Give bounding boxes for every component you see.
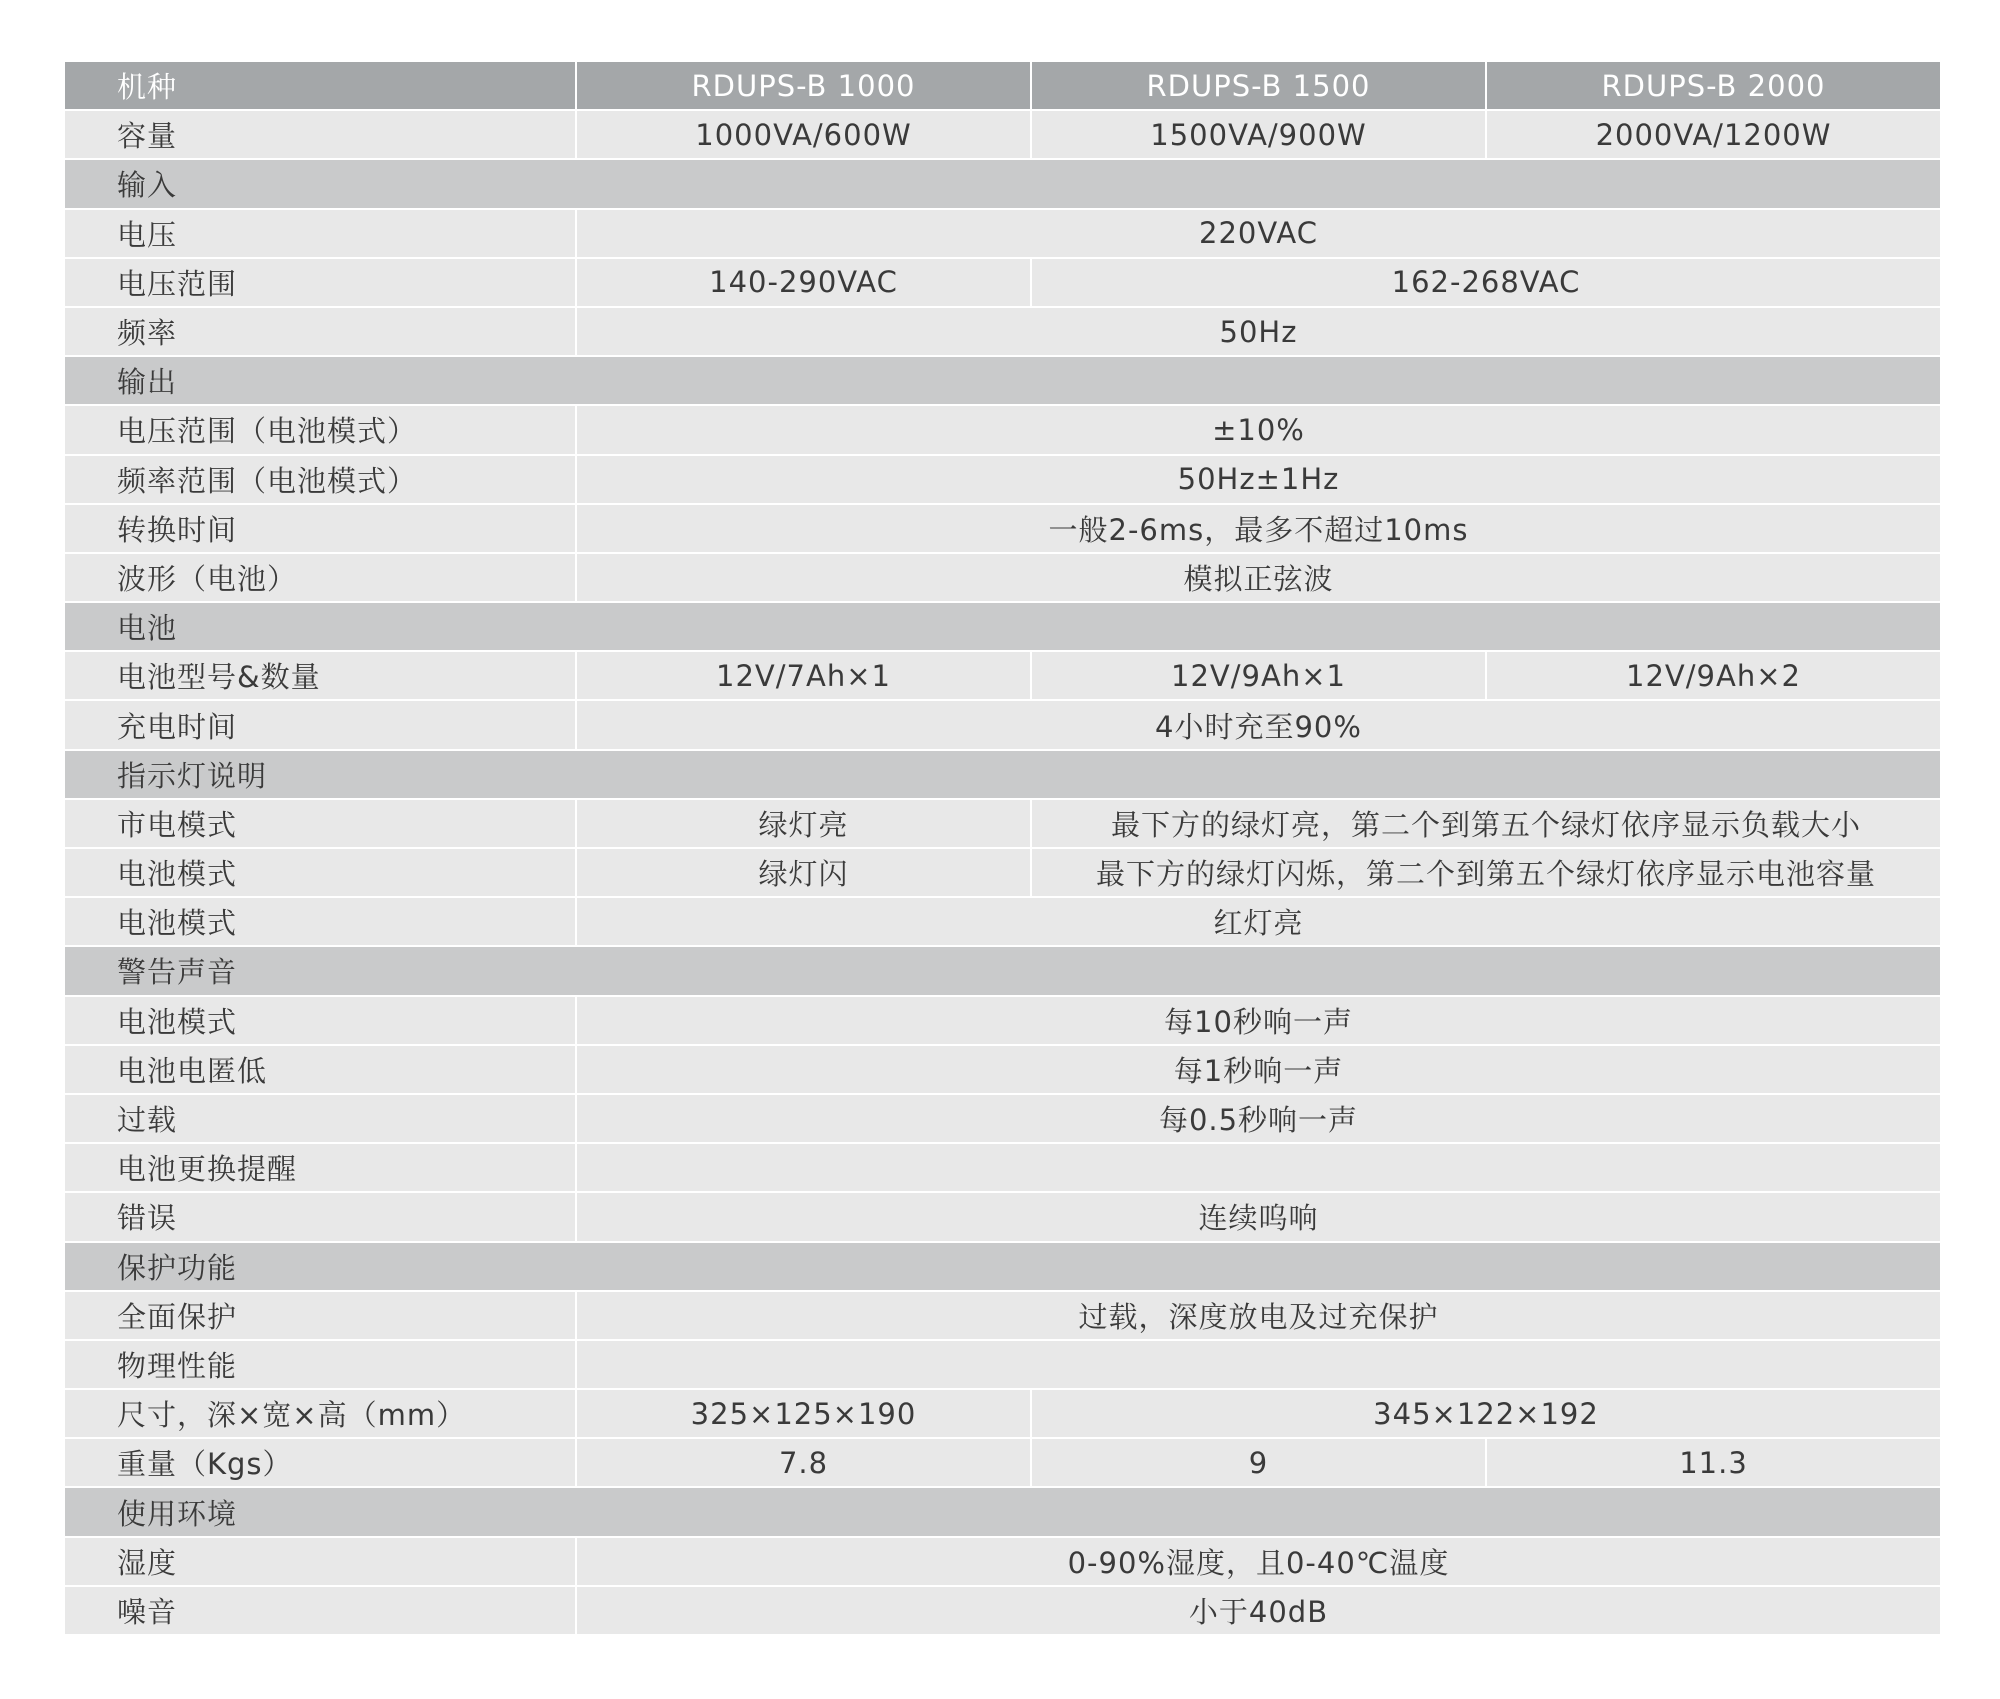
spec-label-cell: 物理性能 — [64, 1340, 576, 1389]
spec-label-cell: 市电模式 — [64, 799, 576, 848]
spec-row — [64, 1045, 1941, 1094]
spec-label-cell: 容量 — [64, 110, 576, 159]
spec-label-cell: 过载 — [64, 1094, 576, 1143]
spec-row — [64, 1143, 1941, 1192]
spec-value-cell: 2000VA/1200W — [1486, 110, 1941, 159]
spec-value-cell: 12V/9Ah×1 — [1031, 651, 1486, 700]
section-title: 警告声音 — [64, 946, 1941, 995]
spec-value-cell: 连续呜响 — [576, 1192, 1941, 1241]
spec-row — [64, 209, 1941, 258]
spec-value-cell: 每0.5秒响一声 — [576, 1094, 1941, 1143]
section-title: 输入 — [64, 159, 1941, 208]
spec-label-cell: 电池电匿低 — [64, 1045, 576, 1094]
spec-value-cell: 绿灯亮 — [576, 799, 1031, 848]
section-row — [64, 602, 1941, 651]
spec-value-cell: 7.8 — [576, 1438, 1031, 1487]
spec-label-cell: 电压范围 — [64, 258, 576, 307]
spec-label-cell: 转换时间 — [64, 504, 576, 553]
spec-value-cell: 每1秒响一声 — [576, 1045, 1941, 1094]
spec-value-cell: 最下方的绿灯闪烁，第二个到第五个绿灯依序显示电池容量 — [1031, 848, 1941, 897]
spec-label-cell: 电池模式 — [64, 996, 576, 1045]
spec-table-body — [64, 61, 1941, 1635]
spec-value-cell: 220VAC — [576, 209, 1941, 258]
spec-value-cell: 一般2-6ms，最多不超过10ms — [576, 504, 1941, 553]
spec-row — [64, 1291, 1941, 1340]
spec-row — [64, 1537, 1941, 1586]
section-row — [64, 946, 1941, 995]
model-header-cell: RDUPS-B 2000 — [1486, 61, 1941, 110]
model-header-cell: RDUPS-B 1000 — [576, 61, 1031, 110]
spec-row — [64, 110, 1941, 159]
spec-value-cell — [576, 1340, 1941, 1389]
spec-value-cell: 1500VA/900W — [1031, 110, 1486, 159]
spec-value-cell: 小于40dB — [576, 1586, 1941, 1635]
spec-table — [63, 60, 1942, 1636]
spec-row — [64, 307, 1941, 356]
spec-row — [64, 1340, 1941, 1389]
spec-label-cell: 电池模式 — [64, 897, 576, 946]
spec-label-cell: 湿度 — [64, 1537, 576, 1586]
spec-value-cell: 每10秒响一声 — [576, 996, 1941, 1045]
spec-value-cell: 162-268VAC — [1031, 258, 1941, 307]
spec-row — [64, 455, 1941, 504]
section-row — [64, 750, 1941, 799]
spec-label-cell: 全面保护 — [64, 1291, 576, 1340]
section-row — [64, 356, 1941, 405]
spec-row — [64, 651, 1941, 700]
section-row — [64, 1487, 1941, 1536]
spec-value-cell: 绿灯闪 — [576, 848, 1031, 897]
spec-value-cell: 345×122×192 — [1031, 1389, 1941, 1438]
spec-row — [64, 700, 1941, 749]
spec-value-cell: 50Hz — [576, 307, 1941, 356]
spec-value-cell — [576, 1143, 1941, 1192]
section-row — [64, 159, 1941, 208]
header-label-cell: 机种 — [64, 61, 576, 110]
spec-row — [64, 405, 1941, 454]
spec-label-cell: 充电时间 — [64, 700, 576, 749]
spec-label-cell: 电压范围（电池模式） — [64, 405, 576, 454]
spec-row — [64, 996, 1941, 1045]
spec-label-cell: 波形（电池） — [64, 553, 576, 602]
spec-row — [64, 848, 1941, 897]
spec-value-cell: 325×125×190 — [576, 1389, 1031, 1438]
spec-row — [64, 799, 1941, 848]
spec-row — [64, 1192, 1941, 1241]
spec-value-cell: 140-290VAC — [576, 258, 1031, 307]
spec-row — [64, 1586, 1941, 1635]
spec-row — [64, 1438, 1941, 1487]
spec-label-cell: 频率 — [64, 307, 576, 356]
spec-value-cell: ±10% — [576, 405, 1941, 454]
spec-row — [64, 1389, 1941, 1438]
spec-row — [64, 504, 1941, 553]
model-header-cell: RDUPS-B 1500 — [1031, 61, 1486, 110]
spec-value-cell: 12V/9Ah×2 — [1486, 651, 1941, 700]
spec-label-cell: 电池模式 — [64, 848, 576, 897]
spec-label-cell: 电压 — [64, 209, 576, 258]
spec-value-cell: 11.3 — [1486, 1438, 1941, 1487]
spec-label-cell: 电池型号&数量 — [64, 651, 576, 700]
spec-label-cell: 频率范围（电池模式） — [64, 455, 576, 504]
header-row — [64, 61, 1941, 110]
spec-value-cell: 过载，深度放电及过充保护 — [576, 1291, 1941, 1340]
spec-label-cell: 噪音 — [64, 1586, 576, 1635]
section-title: 指示灯说明 — [64, 750, 1941, 799]
spec-row — [64, 553, 1941, 602]
section-title: 保护功能 — [64, 1242, 1941, 1291]
spec-value-cell: 9 — [1031, 1438, 1486, 1487]
spec-value-cell: 最下方的绿灯亮，第二个到第五个绿灯依序显示负载大小 — [1031, 799, 1941, 848]
spec-value-cell: 0-90%湿度，且0-40℃温度 — [576, 1537, 1941, 1586]
spec-value-cell: 红灯亮 — [576, 897, 1941, 946]
spec-row — [64, 897, 1941, 946]
section-title: 电池 — [64, 602, 1941, 651]
spec-value-cell: 4小时充至90% — [576, 700, 1941, 749]
spec-value-cell: 1000VA/600W — [576, 110, 1031, 159]
spec-value-cell: 12V/7Ah×1 — [576, 651, 1031, 700]
spec-label-cell: 电池更换提醒 — [64, 1143, 576, 1192]
spec-label-cell: 错误 — [64, 1192, 576, 1241]
section-title: 使用环境 — [64, 1487, 1941, 1536]
section-row — [64, 1242, 1941, 1291]
spec-value-cell: 50Hz±1Hz — [576, 455, 1941, 504]
spec-value-cell: 模拟正弦波 — [576, 553, 1941, 602]
spec-label-cell: 尺寸，深×宽×高（mm） — [64, 1389, 576, 1438]
section-title: 输出 — [64, 356, 1941, 405]
spec-row — [64, 1094, 1941, 1143]
spec-row — [64, 258, 1941, 307]
spec-label-cell: 重量（Kgs） — [64, 1438, 576, 1487]
